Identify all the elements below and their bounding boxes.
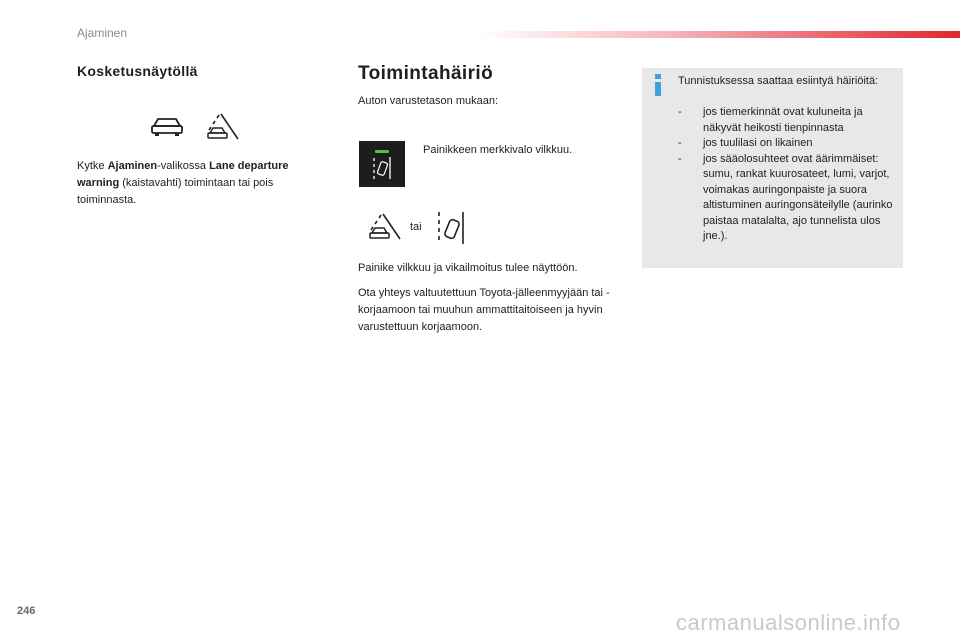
section-label: Ajaminen: [77, 26, 128, 40]
text-run: (kaistavahti) toimintaan tai pois toiminnasta.: [77, 177, 274, 206]
info-list: [678, 105, 900, 245]
equipment-level-text: Auton varustetason mukaan:: [358, 95, 499, 107]
left-column-title: Kosketusnäytöllä: [77, 63, 198, 79]
feature-name-bold: Lane departure warning: [77, 160, 289, 189]
info-list-item: - jos sääolosuhteet ovat äärimmäiset: sumu, rankat kuurosateet, lumi, varjot, voimakas auringonpaiste ja suora altistuminen auringonsäteilylle (aurinko paistaa matalalta, ajo tunnelista ulos jne.).: [678, 152, 900, 245]
or-separator: tai: [410, 221, 422, 233]
lane-button-glyph-icon: [359, 141, 405, 187]
car-front-icon: [150, 116, 184, 138]
lane-departure-icon: [205, 113, 239, 141]
info-icon: [653, 74, 663, 96]
button-light-blinks-text: Painikkeen merkkivalo vilkkuu.: [423, 144, 573, 156]
info-intro-text: Tunnistuksessa saattaa esiintyä häiriöitä:: [678, 75, 879, 87]
button-blinks-message-text: Painike vilkkuu ja vikailmoitus tulee näyttöön.: [358, 262, 578, 274]
header-accent-bar: [480, 31, 960, 38]
menu-name-bold: Ajaminen: [107, 160, 158, 172]
info-list-item: - jos tuulilasi on likainen: [678, 136, 900, 152]
text-run: Kytke: [77, 160, 108, 172]
lane-keeping-icon: [436, 210, 466, 246]
left-instruction-text: [77, 158, 327, 209]
malfunction-title: Toimintahäiriö: [358, 63, 494, 84]
watermark: carmanualsonline.info: [676, 610, 901, 635]
lane-button-icon: [359, 141, 405, 187]
lane-departure-small-icon: [367, 213, 401, 241]
page-number: 246: [17, 605, 36, 617]
info-list-item: - jos tiemerkinnät ovat kuluneita ja näkyvät heikosti tienpinnasta: [678, 105, 900, 136]
text-run: -valikossa: [157, 160, 210, 172]
contact-dealer-text: Ota yhteys valtuutettuun Toyota-jälleenmyyjään tai -korjaamoon tai muuhun ammattitaitoiseen ja hyvin varustettuun korjaamoon.: [358, 287, 610, 333]
